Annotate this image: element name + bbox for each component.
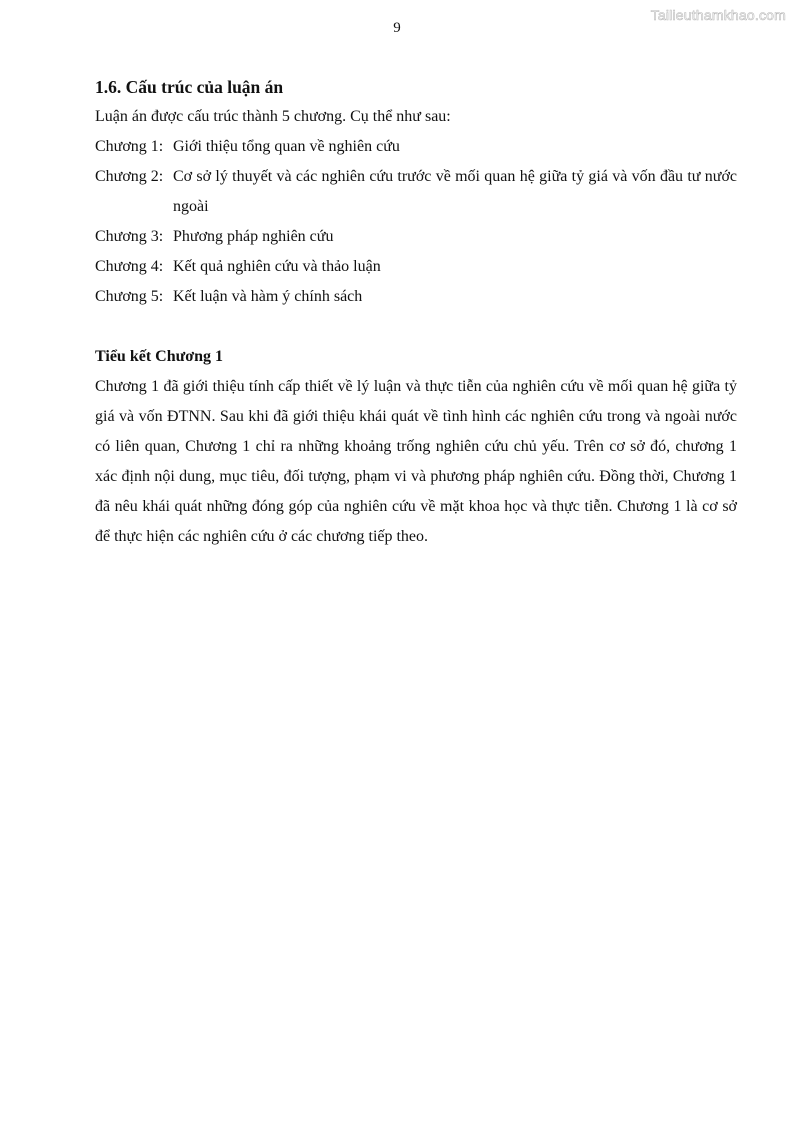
chapter-item-4	[95, 252, 737, 282]
chapter-label: Chương 5:	[95, 288, 164, 305]
section-heading: 1.6. Cấu trúc của luận án	[95, 77, 284, 97]
chapter-title: Phương pháp nghiên cứu	[173, 228, 334, 245]
chapter-item-1	[95, 132, 737, 162]
page-number: 9	[393, 20, 401, 36]
chapter-label: Chương 3:	[95, 228, 164, 245]
chapter-label: Chương 1:	[95, 138, 164, 155]
chapter-title: Kết quả nghiên cứu và thảo luận	[173, 258, 381, 275]
chapter-title: Cơ sở lý thuyết và các nghiên cứu trước về mối quan hệ giữa tỷ giá và vốn đầu tư nước ngoài	[173, 168, 737, 215]
document-body	[95, 72, 737, 552]
summary-paragraph: Chương 1 đã giới thiệu tính cấp thiết về lý luận và thực tiễn của nghiên cứu về mối quan hệ giữa tỷ giá và vốn ĐTNN. Sau khi đã giới thiệu khái quát về tình hình các nghiên cứu trong và ngoài nước có liên quan, Chương 1 chỉ ra những khoảng trống nghiên cứu chủ yếu. Trên cơ sở đó, chương 1 xác định nội dung, mục tiêu, đối tượng, phạm vi và phương pháp nghiên cứu. Đồng thời, Chương 1 đã nêu khái quát những đóng góp của nghiên cứu về mặt khoa học và thực tiễn. Chương 1 là cơ sở để thực hiện các nghiên cứu ở các chương tiếp theo.	[95, 378, 737, 545]
chapter-item-5	[95, 282, 737, 312]
watermark-text: Tailieuthamkhao.com	[650, 7, 786, 23]
chapter-label: Chương 2:	[95, 168, 164, 185]
chapter-item-2	[95, 162, 737, 222]
summary-heading: Tiểu kết Chương 1	[95, 348, 223, 365]
chapter-label: Chương 4:	[95, 258, 164, 275]
chapter-item-3	[95, 222, 737, 252]
chapter-title: Kết luận và hàm ý chính sách	[173, 288, 363, 305]
chapter-title: Giới thiệu tổng quan về nghiên cứu	[173, 138, 400, 155]
section-intro: Luận án được cấu trúc thành 5 chương. Cụ thể như sau:	[95, 108, 451, 125]
